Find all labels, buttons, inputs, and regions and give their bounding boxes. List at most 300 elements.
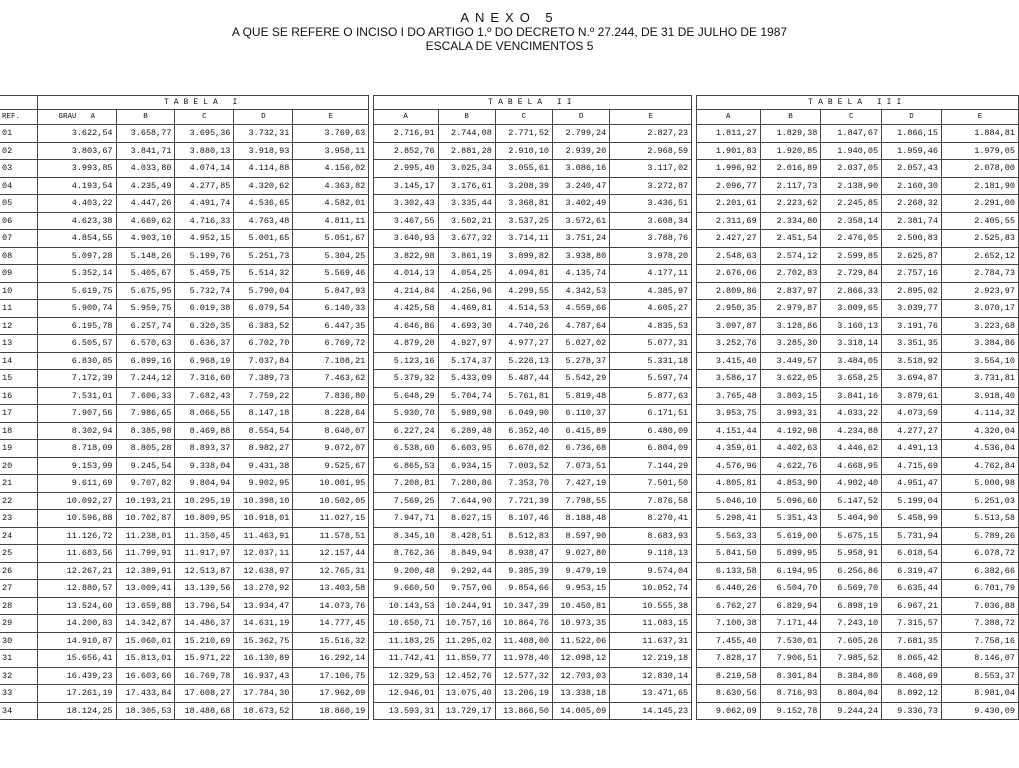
value-cell: 7.569,25 [373,492,438,510]
value-cell: 11.742,41 [373,650,438,668]
value-cell: 17.608,27 [175,685,234,703]
value-cell: 3.586,17 [696,370,760,388]
value-cell: 9.153,99 [38,457,117,475]
ref-cell: 07 [0,230,38,248]
value-cell: 4.715,69 [882,457,942,475]
ref-cell: 16 [0,387,38,405]
value-cell: 3.765,48 [696,387,760,405]
ref-cell: 24 [0,527,38,545]
value-cell: 5.761,81 [495,387,552,405]
value-cell: 4.256,96 [438,282,495,300]
ref-cell: 11 [0,300,38,318]
table-row [0,212,1019,230]
table-row [0,160,1019,178]
value-cell: 12.946,01 [373,685,438,703]
value-cell: 2.548,63 [696,247,760,265]
value-cell: 11.683,56 [38,545,117,563]
value-cell: 4.299,55 [495,282,552,300]
value-cell: 4.446,62 [821,440,882,458]
ref-cell: 13 [0,335,38,353]
value-cell: 8.302,94 [38,422,117,440]
value-cell: 3.978,20 [610,247,692,265]
value-cell: 3.554,10 [941,352,1018,370]
value-cell: 8.893,37 [175,440,234,458]
value-cell: 11.859,77 [438,650,495,668]
value-cell: 11.799,91 [116,545,175,563]
table-row [0,195,1019,213]
table-row [0,667,1019,685]
value-cell: 4.952,15 [175,230,234,248]
value-cell: 14.073,76 [293,597,369,615]
value-cell: 2.939,20 [553,142,610,160]
value-cell: 2.837,97 [760,282,821,300]
value-cell: 2.291,00 [941,195,1018,213]
value-cell: 9.027,80 [553,545,610,563]
value-cell: 11.238,01 [116,527,175,545]
value-cell: 2.358,14 [821,212,882,230]
value-cell: 4.151,44 [696,422,760,440]
value-cell: 9.953,15 [553,580,610,598]
value-cell: 5.819,48 [553,387,610,405]
value-cell: 10.001,95 [293,475,369,493]
value-cell: 5.619,00 [760,527,821,545]
value-cell: 4.622,76 [760,457,821,475]
value-cell: 2.784,73 [941,265,1018,283]
table-row [0,475,1019,493]
value-cell: 5.789,26 [941,527,1018,545]
value-cell: 8.468,69 [882,667,942,685]
value-cell: 6.415,89 [553,422,610,440]
ref-cell: 08 [0,247,38,265]
value-cell: 4.359,01 [696,440,760,458]
value-cell: 1.901,83 [696,142,760,160]
value-cell: 6.762,27 [696,597,760,615]
value-cell: 10.347,39 [495,597,552,615]
ref-cell: 30 [0,632,38,650]
value-cell: 3.252,76 [696,335,760,353]
value-cell: 11.917,97 [175,545,234,563]
value-cell: 4.491,74 [175,195,234,213]
value-cell: 5.199,76 [175,247,234,265]
value-cell: 18.305,53 [116,702,175,720]
value-cell: 6.078,72 [941,545,1018,563]
table-row [0,650,1019,668]
value-cell: 4.277,85 [175,177,234,195]
ref-cell: 29 [0,615,38,633]
table-row [0,352,1019,370]
value-cell: 8.597,90 [553,527,610,545]
table-row [0,457,1019,475]
value-cell: 5.731,94 [882,527,942,545]
value-cell: 2.117,73 [760,177,821,195]
value-cell: 7.280,86 [438,475,495,493]
value-cell: 5.513,58 [941,510,1018,528]
value-cell: 3.351,35 [882,335,942,353]
value-cell: 5.304,25 [293,247,369,265]
ref-cell: 20 [0,457,38,475]
value-cell: 5.563,33 [696,527,760,545]
table-row [0,527,1019,545]
column-header-a: A [90,113,96,121]
value-cell: 6.194,95 [760,562,821,580]
value-cell: 6.603,95 [438,440,495,458]
value-cell: 7.244,12 [116,370,175,388]
table-row [0,422,1019,440]
value-cell: 13.659,88 [116,597,175,615]
value-cell: 15.971,22 [175,650,234,668]
value-cell: 4.623,38 [38,212,117,230]
value-cell: 8.683,93 [610,527,692,545]
value-cell: 4.951,47 [882,475,942,493]
value-cell: 4.469,81 [438,300,495,318]
table-row [0,632,1019,650]
grau-label: GRAU [58,113,77,121]
value-cell: 8.718,09 [38,440,117,458]
annex-title: ANEXO 5 [460,10,559,25]
value-cell: 3.009,65 [821,300,882,318]
value-cell: 12.880,57 [38,580,117,598]
value-cell: 7.073,51 [553,457,610,475]
value-cell: 5.226,13 [495,352,552,370]
value-cell: 3.097,87 [696,317,760,335]
value-cell: 8.027,15 [438,510,495,528]
value-cell: 6.670,02 [495,440,552,458]
value-cell: 4.740,26 [495,317,552,335]
value-cell: 6.480,09 [610,422,692,440]
value-cell: 3.368,81 [495,195,552,213]
value-cell: 3.402,49 [553,195,610,213]
table-row [0,177,1019,195]
value-cell: 2.223,62 [760,195,821,213]
value-cell: 3.822,98 [373,247,438,265]
value-cell: 7.172,39 [38,370,117,388]
value-cell: 2.599,85 [821,247,882,265]
value-cell: 8.469,88 [175,422,234,440]
value-cell: 13.206,19 [495,685,552,703]
value-cell: 4.073,59 [882,405,942,423]
value-cell: 13.593,31 [373,702,438,720]
value-cell: 6.049,90 [495,405,552,423]
column-header-c: C [175,110,234,125]
table-row [0,580,1019,598]
value-cell: 3.285,30 [760,335,821,353]
value-cell: 3.117,02 [610,160,692,178]
value-cell: 2.476,05 [821,230,882,248]
value-cell: 6.140,33 [293,300,369,318]
value-cell: 3.958,11 [293,142,369,160]
value-cell: 6.256,86 [821,562,882,580]
value-cell: 8.065,42 [882,650,942,668]
value-cell: 5.542,29 [553,370,610,388]
value-cell: 9.338,04 [175,457,234,475]
column-header-e: E [941,110,1018,125]
value-cell: 4.716,33 [175,212,234,230]
value-cell: 2.245,85 [821,195,882,213]
value-cell: 11.978,40 [495,650,552,668]
value-cell: 4.320,04 [941,422,1018,440]
value-cell: 6.382,66 [941,562,1018,580]
value-cell: 4.402,63 [760,440,821,458]
value-cell: 5.351,43 [760,510,821,528]
value-cell: 2.729,84 [821,265,882,283]
value-cell: 4.177,11 [610,265,692,283]
value-cell: 17.106,75 [293,667,369,685]
ref-cell: 31 [0,650,38,668]
value-cell: 2.852,76 [373,142,438,160]
value-cell: 7.985,52 [821,650,882,668]
table-row [0,597,1019,615]
value-cell: 2.652,12 [941,247,1018,265]
value-cell: 6.769,72 [293,335,369,353]
value-cell: 9.118,13 [610,545,692,563]
value-cell: 4.536,65 [234,195,293,213]
value-cell: 2.427,27 [696,230,760,248]
ref-cell: 26 [0,562,38,580]
table-row [0,562,1019,580]
value-cell: 4.576,96 [696,457,760,475]
value-cell: 2.923,97 [941,282,1018,300]
value-cell: 13.934,47 [234,597,293,615]
value-cell: 13.338,18 [553,685,610,703]
value-cell: 3.841,71 [116,142,175,160]
value-cell: 3.751,24 [553,230,610,248]
value-cell: 4.135,74 [553,265,610,283]
value-cell: 9.902,95 [234,475,293,493]
value-cell: 7.644,90 [438,492,495,510]
value-cell: 5.899,95 [760,545,821,563]
value-cell: 12.329,53 [373,667,438,685]
column-header-c: C [495,110,552,125]
value-cell: 12.157,44 [293,545,369,563]
value-cell: 4.903,10 [116,230,175,248]
value-cell: 9.660,50 [373,580,438,598]
ref-cell: 10 [0,282,38,300]
value-cell: 11.637,31 [610,632,692,650]
value-cell: 12.830,14 [610,667,692,685]
value-cell: 9.336,73 [882,702,942,720]
value-cell: 18.860,19 [293,702,369,720]
value-cell: 16.603,66 [116,667,175,685]
value-cell: 4.762,84 [941,457,1018,475]
ref-cell: 09 [0,265,38,283]
value-cell: 3.055,61 [495,160,552,178]
value-cell: 3.176,61 [438,177,495,195]
value-cell: 5.433,09 [438,370,495,388]
value-cell: 16.130,89 [234,650,293,668]
column-header-e: E [610,110,692,125]
value-cell: 2.057,43 [882,160,942,178]
value-cell: 2.016,89 [760,160,821,178]
value-cell: 7.681,35 [882,632,942,650]
ref-cell: 21 [0,475,38,493]
value-cell: 13.471,65 [610,685,692,703]
value-cell: 6.570,63 [116,335,175,353]
value-cell: 4.669,62 [116,212,175,230]
value-cell: 11.408,00 [495,632,552,650]
value-cell: 7.758,16 [941,632,1018,650]
value-cell: 8.981,04 [941,685,1018,703]
value-cell: 4.033,22 [821,405,882,423]
value-cell: 7.531,01 [38,387,117,405]
value-cell: 3.240,47 [553,177,610,195]
value-cell: 10.143,53 [373,597,438,615]
table-row [0,300,1019,318]
value-cell: 3.899,82 [495,247,552,265]
value-cell: 4.054,25 [438,265,495,283]
value-cell: 7.003,52 [495,457,552,475]
value-cell: 3.918,40 [941,387,1018,405]
value-cell: 3.769,63 [293,125,369,143]
value-cell: 1.979,05 [941,142,1018,160]
value-cell: 4.853,90 [760,475,821,493]
value-cell: 7.463,62 [293,370,369,388]
value-cell: 7.108,21 [293,352,369,370]
value-cell: 6.352,40 [495,422,552,440]
value-cell: 7.606,33 [116,387,175,405]
table-row [0,142,1019,160]
table-row [0,685,1019,703]
value-cell: 15.210,69 [175,632,234,650]
value-cell: 3.658,25 [821,370,882,388]
value-cell: 8.188,48 [553,510,610,528]
value-cell: 17.433,84 [116,685,175,703]
value-cell: 8.762,36 [373,545,438,563]
value-cell: 6.538,60 [373,440,438,458]
value-cell: 13.796,54 [175,597,234,615]
value-cell: 11.083,15 [610,615,692,633]
value-cell: 5.096,60 [760,492,821,510]
value-cell: 14.631,19 [234,615,293,633]
value-cell: 4.835,53 [610,317,692,335]
value-cell: 13.075,40 [438,685,495,703]
value-cell: 2.451,54 [760,230,821,248]
value-cell: 4.234,88 [821,422,882,440]
value-cell: 3.272,87 [610,177,692,195]
ref-cell: 12 [0,317,38,335]
value-cell: 12.513,87 [175,562,234,580]
value-cell: 8.066,55 [175,405,234,423]
ref-cell: 19 [0,440,38,458]
value-cell: 3.191,76 [882,317,942,335]
value-cell: 2.799,24 [553,125,610,143]
value-cell: 6.636,37 [175,335,234,353]
value-cell: 3.572,61 [553,212,610,230]
value-cell: 5.147,52 [821,492,882,510]
value-cell: 2.702,83 [760,265,821,283]
value-cell: 3.640,93 [373,230,438,248]
value-cell: 2.757,16 [882,265,942,283]
value-cell: 7.144,29 [610,457,692,475]
table-row [0,265,1019,283]
value-cell: 7.876,58 [610,492,692,510]
value-cell: 4.582,01 [293,195,369,213]
value-cell: 10.244,91 [438,597,495,615]
table-body [0,125,1019,720]
value-cell: 16.292,14 [293,650,369,668]
value-cell: 15.362,75 [234,632,293,650]
ref-cell: 25 [0,545,38,563]
value-cell: 5.790,04 [234,282,293,300]
value-cell: 6.505,57 [38,335,117,353]
value-cell: 2.381,74 [882,212,942,230]
value-cell: 3.731,81 [941,370,1018,388]
ref-cell: 27 [0,580,38,598]
group-header-tabela-3: TABELA III [696,96,1018,110]
group-header-blank [0,96,38,110]
value-cell: 4.363,82 [293,177,369,195]
value-cell: 6.133,58 [696,562,760,580]
value-cell: 17.962,09 [293,685,369,703]
value-cell: 8.384,80 [821,667,882,685]
value-cell: 6.702,70 [234,335,293,353]
value-cell: 10.398,10 [234,492,293,510]
value-cell: 6.079,54 [234,300,293,318]
value-cell: 2.405,55 [941,212,1018,230]
value-cell: 5.148,26 [116,247,175,265]
value-cell: 9.430,09 [941,702,1018,720]
value-cell: 10.052,74 [610,580,692,598]
value-cell: 7.721,39 [495,492,552,510]
value-cell: 6.319,47 [882,562,942,580]
value-cell: 6.440,26 [696,580,760,598]
value-cell: 6.934,15 [438,457,495,475]
value-cell: 5.123,16 [373,352,438,370]
value-cell: 5.405,67 [116,265,175,283]
value-cell: 6.829,94 [760,597,821,615]
value-cell: 1.920,85 [760,142,821,160]
value-cell: 3.518,92 [882,352,942,370]
value-cell: 5.732,74 [175,282,234,300]
value-cell: 14.777,45 [293,615,369,633]
value-cell: 4.763,48 [234,212,293,230]
ref-column-header: REF. [0,110,38,125]
value-cell: 12.267,21 [38,562,117,580]
value-cell: 1.829,38 [760,125,821,143]
value-cell: 5.619,75 [38,282,117,300]
value-cell: 8.512,83 [495,527,552,545]
value-cell: 2.311,69 [696,212,760,230]
value-cell: 7.208,81 [373,475,438,493]
value-cell: 2.525,83 [941,230,1018,248]
value-cell: 4.192,98 [760,422,821,440]
value-cell: 4.114,88 [234,160,293,178]
value-cell: 12.452,76 [438,667,495,685]
value-cell: 5.097,28 [38,247,117,265]
value-cell: 5.001,65 [234,230,293,248]
value-cell: 8.630,56 [696,685,760,703]
value-cell: 4.693,30 [438,317,495,335]
value-cell: 10.809,95 [175,510,234,528]
value-cell: 2.827,23 [610,125,692,143]
value-cell: 8.385,98 [116,422,175,440]
value-cell: 5.000,98 [941,475,1018,493]
value-cell: 8.849,94 [438,545,495,563]
value-cell: 6.701,79 [941,580,1018,598]
value-cell: 3.502,21 [438,212,495,230]
value-cell: 8.147,18 [234,405,293,423]
value-cell: 4.559,66 [553,300,610,318]
value-cell: 1.866,15 [882,125,942,143]
value-cell: 11.350,45 [175,527,234,545]
value-cell: 13.866,50 [495,702,552,720]
value-cell: 4.193,54 [38,177,117,195]
column-header-d: D [882,110,942,125]
value-cell: 4.927,97 [438,335,495,353]
value-cell: 9.525,67 [293,457,369,475]
table-row [0,247,1019,265]
table-row [0,405,1019,423]
table-row [0,370,1019,388]
